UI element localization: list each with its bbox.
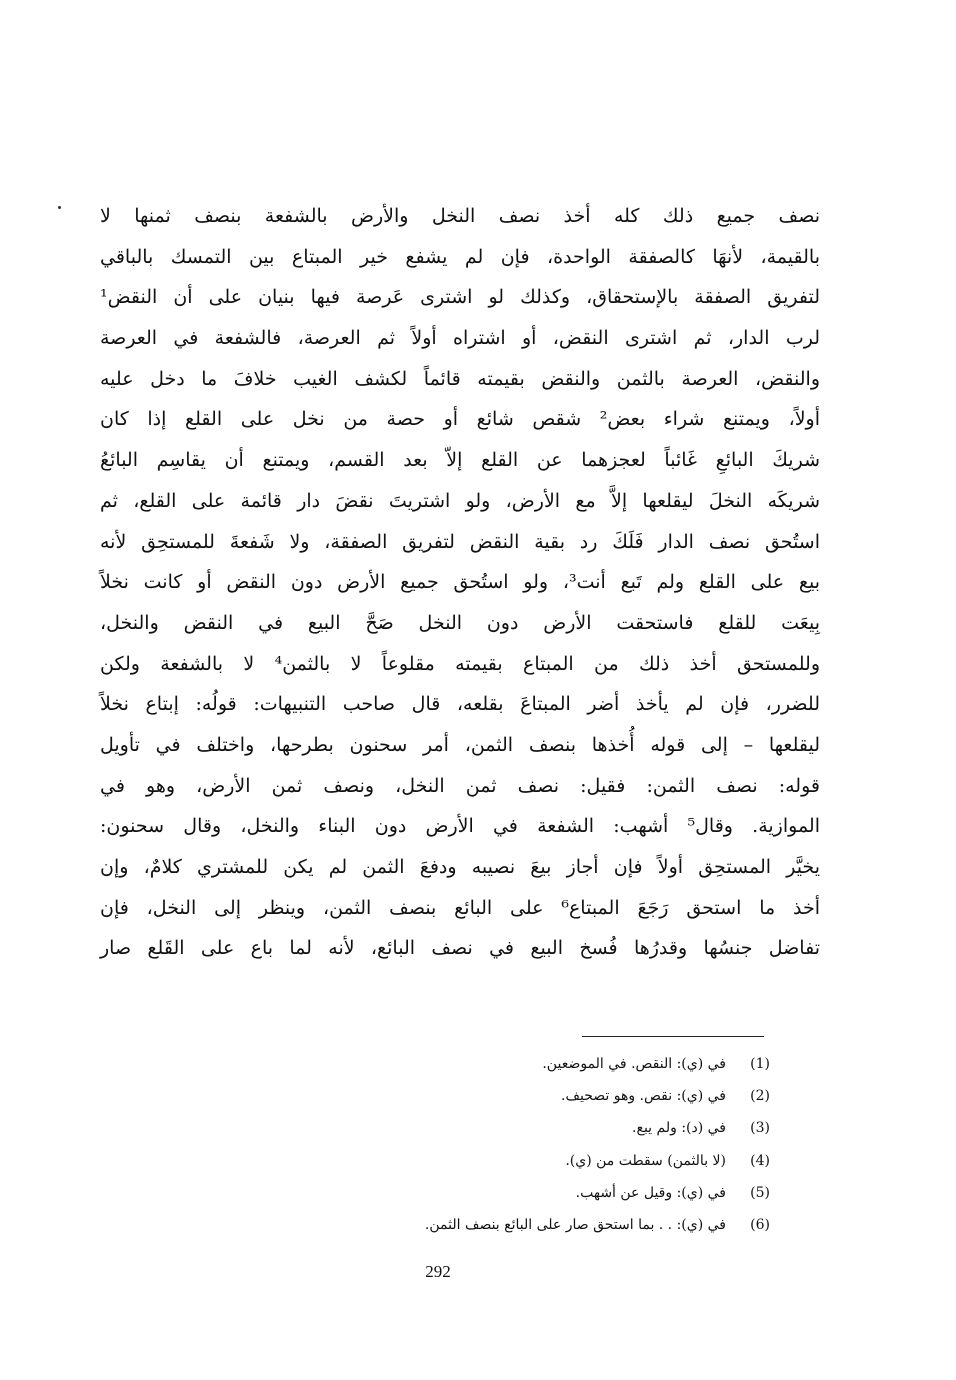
text-line: بالقيمة، لأنهَا كالصفقة الواحدة، فإن لم يشفع خير المبتاع بين التمسك بالباقي	[100, 245, 820, 268]
footnote-divider	[582, 1036, 764, 1037]
footnote-number: (3)	[750, 1120, 770, 1137]
footnotes	[210, 1048, 770, 1241]
text-line: شريكَه النخلَ ليقلعها إلاَّ مع الأرض، ولو اشتريتَ نقضَ دار قائمة على القلع، ثم	[100, 489, 820, 512]
footnote	[210, 1209, 770, 1241]
text-line: تفاضل جنسُها وقدرُها فُسخ البيع في نصف البائع، لأنه لما باع على القَلع صار	[100, 937, 820, 960]
footnote	[210, 1080, 770, 1112]
text-line: يخيَّر المستحِق أولاً فإن أجاز بيعَ نصيبه ودفعَ الثمن لم يكن للمشتري كلامٌ، وإن	[100, 856, 820, 878]
text-line: الموازية. وقال⁵ أشهب: الشفعة في الأرض دون البناء والنخل، وقال سحنون:	[100, 815, 820, 838]
footnote-text: في (ي): وقيل عن أشهب.	[575, 1184, 726, 1201]
footnote-number: (5)	[750, 1184, 770, 1201]
text-line: ليقلعها – إلى قوله أُخذها بنصف الثمن، أمر سحنون بطرحها، واختلف في تأويل	[100, 733, 820, 756]
text-line: والنقض، العرصة بالثمن والنقض بقيمته قائماً لكشف الغيب خلافَ ما دخل عليه	[100, 367, 820, 390]
text-line: قوله: نصف الثمن: فقيل: نصف ثمن النخل، ونصف ثمن الأرض، وهو في	[100, 774, 820, 797]
text-line: بِيعَت للقلع فاستحقت الأرض دون النخل صَحَّ البيع في النقض والنخل،	[100, 611, 820, 634]
text-line: لرب الدار، ثم اشترى النقض، أو اشتراه أولاً ثم العرصة، فالشفعة في العرصة	[100, 327, 820, 350]
text-line: شريكَ البائعِ غَائباً لعجزهما عن القلع إلاّ بعد القسم، ويمتنع أن يقاسِم البائعُ	[100, 449, 820, 472]
footnote	[210, 1112, 770, 1144]
page-number: 292	[425, 1262, 451, 1281]
footnote	[210, 1177, 770, 1209]
text-line: لتفريق الصفقة بالإستحقاق، وكذلك لو اشترى عَرصة فيها بنيان على أن النقض¹	[100, 286, 820, 309]
footnote	[210, 1145, 770, 1177]
footnote-number: (1)	[750, 1056, 770, 1072]
footnote-text: في (ي): النقص. في الموضعين.	[542, 1056, 726, 1072]
text-line: بيع على القلع ولم تَبع أنت³، ولو استُحق جميع الأرض دون النقض أو كانت نخلاً	[100, 571, 820, 594]
footnote-number: (4)	[750, 1152, 770, 1169]
text-line: وللمستحق أخذ ذلك من المبتاع بقيمته مقلوعاً لا بالثمن⁴ لا بالشفعة ولكن	[100, 652, 820, 675]
footnote-text: في (د): ولم يبع.	[632, 1120, 726, 1137]
text-line: للضرر، فإن لم يأخذ أضر المبتاعَ بقلعه، قال صاحب التنبيهات: قولُه: إبتاع نخلاً	[100, 693, 820, 716]
footnote-text: في (ي): . . بما استحق صار على البائع بنصف الثمن.	[424, 1216, 726, 1233]
footnote-number: (6)	[750, 1216, 770, 1233]
text-line: أخذ ما استحق رَجَعَ المبتاع⁶ على البائع بنصف الثمن، وينظر إلى النخل، فإن	[100, 896, 821, 919]
text-line: نصف جميع ذلك كله أخذ نصف النخل والأرض بالشفعة بنصف ثمنها لا	[100, 205, 820, 227]
ink-speck	[58, 206, 61, 209]
footnote-text: (لا بالثمن) سقطت من (ي).	[565, 1152, 726, 1169]
footnote	[210, 1048, 770, 1080]
main-text-block	[100, 196, 820, 969]
text-line: أولاً، ويمتنع شراء بعض² شقص شائع أو حصة من نخل على القلع إذا كان	[100, 408, 821, 431]
footnote-text: في (ي): نقص. وهو تصحيف.	[561, 1088, 726, 1105]
text-line: استُحق نصف الدار فَلَكَ رد بقية النقض لتفريق الصفقة، ولا شَفعةَ للمستحِق لأنه	[100, 530, 820, 553]
footnote-number: (2)	[750, 1088, 770, 1105]
